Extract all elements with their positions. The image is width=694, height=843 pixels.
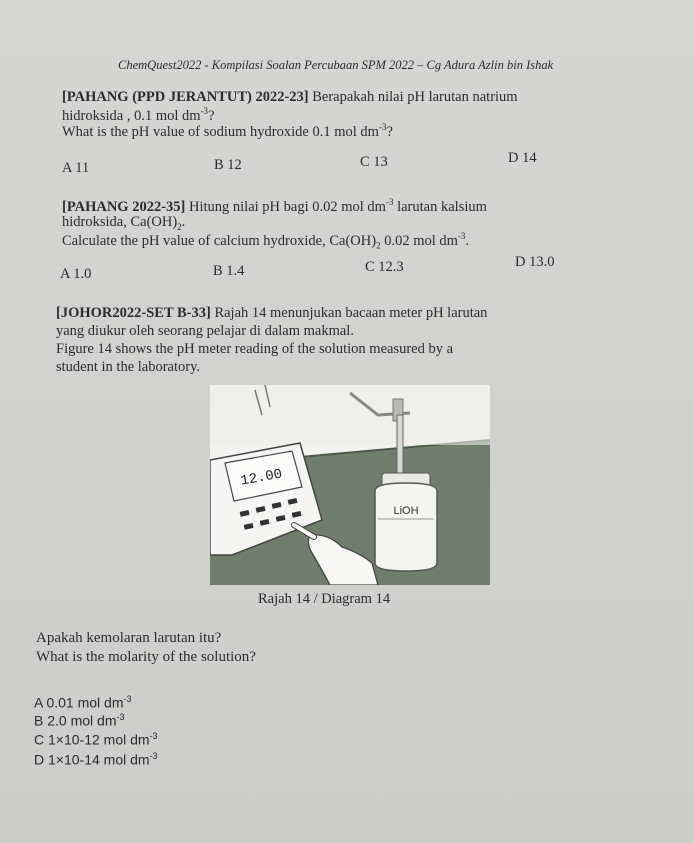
q3-english-line-2: student in the laboratory.: [56, 359, 201, 375]
q2-malay-line-1: [62, 197, 487, 216]
q2-english-sup: -3: [457, 231, 466, 241]
q1-option-a: A 11: [62, 160, 90, 176]
q2-option-c: C 12.3: [365, 259, 404, 275]
q2-malay-sub: 2: [177, 221, 182, 232]
figure-caption: Rajah 14 / Diagram 14: [258, 591, 391, 607]
q3-answer-c-text: C 1×10-12 mol dm: [34, 731, 150, 748]
q1-option-d: D 14: [508, 150, 537, 166]
ph-meter-figure: [210, 385, 490, 585]
q1-english-line: [62, 122, 393, 141]
q1-english-end: ?: [386, 123, 393, 140]
q1-english-sup: -3: [378, 122, 387, 132]
q3-answer-d-text: D 1×10-14 mol dm: [34, 751, 150, 768]
q3-malay-line-1: [56, 305, 487, 322]
q2-malay-text-1: Hitung nilai pH bagi 0.02 mol dm: [185, 198, 386, 215]
q3-malay-text-1: Rajah 14 menunjukan bacaan meter pH larutan: [210, 305, 488, 321]
q3-malay-line-2: yang diukur oleh seorang pelajar di dalam makmal.: [56, 323, 354, 339]
q1-malay-text-1: Berapakah nilai pH larutan natrium: [308, 89, 518, 105]
q2-english-line: [62, 231, 469, 251]
q2-malay-sup: -3: [385, 197, 394, 207]
q2-option-d: D 13.0: [515, 254, 555, 270]
q2-tag: [PAHANG 2022-35]: [62, 198, 186, 215]
q2-option-b: B 1.4: [213, 263, 245, 279]
q2-malay-end-2: .: [181, 214, 186, 230]
q3-answer-b-sup: -3: [116, 712, 125, 722]
q3-answer-c: [34, 731, 158, 748]
q1-english-text: What is the pH value of sodium hydroxide 0.1 mol dm: [62, 123, 379, 140]
q1-option-c: C 13: [360, 154, 388, 170]
q2-english-end: .: [465, 232, 470, 249]
q3-english-line-1: Figure 14 shows the pH meter reading of the solution measured by a: [56, 341, 454, 357]
q3-question-malay: Apakah kemolaran larutan itu?: [36, 630, 222, 646]
q2-malay-line-2: [62, 214, 185, 232]
bottle-label: LiOH: [393, 505, 419, 517]
q3-answer-c-sup: -3: [149, 731, 158, 741]
q1-option-b: B 12: [214, 157, 242, 173]
bottle-body: [375, 483, 437, 571]
q3-question-english: What is the molarity of the solution?: [36, 649, 256, 665]
meter-reading: 12.00: [239, 466, 284, 490]
q1-tag: [PAHANG (PPD JERANTUT) 2022-23]: [62, 89, 309, 105]
q2-option-a: A 1.0: [60, 266, 92, 282]
q2-english-sub: 2: [376, 240, 381, 251]
q1-malay-end: ?: [208, 107, 215, 124]
q3-answer-a-text: A 0.01 mol dm: [34, 694, 124, 711]
q2-malay-text-2: hidroksida, Ca(OH): [62, 214, 178, 230]
document-header: ChemQuest2022 - Kompilasi Soalan Percubaan SPM 2022 – Cg Adura Azlin bin Ishak: [118, 58, 554, 72]
q3-answer-a: [34, 694, 132, 711]
q2-english-text: Calculate the pH value of calcium hydroxide, Ca(OH): [62, 232, 377, 249]
q3-answer-b-text: B 2.0 mol dm: [34, 712, 117, 729]
ph-meter-illustration: [210, 385, 490, 585]
q1-malay-sup: -3: [200, 106, 209, 116]
q3-answer-a-sup: -3: [123, 694, 132, 704]
q3-answer-b: [34, 712, 125, 729]
q2-english-mid: 0.02 mol dm: [380, 232, 458, 249]
q3-answer-d: [34, 751, 158, 768]
q1-malay-line-1: [62, 89, 518, 106]
q3-tag: [JOHOR2022-SET B-33]: [56, 305, 211, 321]
q2-malay-end-1: larutan kalsium: [393, 198, 487, 215]
q3-answer-d-sup: -3: [149, 751, 158, 761]
q1-malay-text-2: hidroksida , 0.1 mol dm: [62, 107, 201, 124]
